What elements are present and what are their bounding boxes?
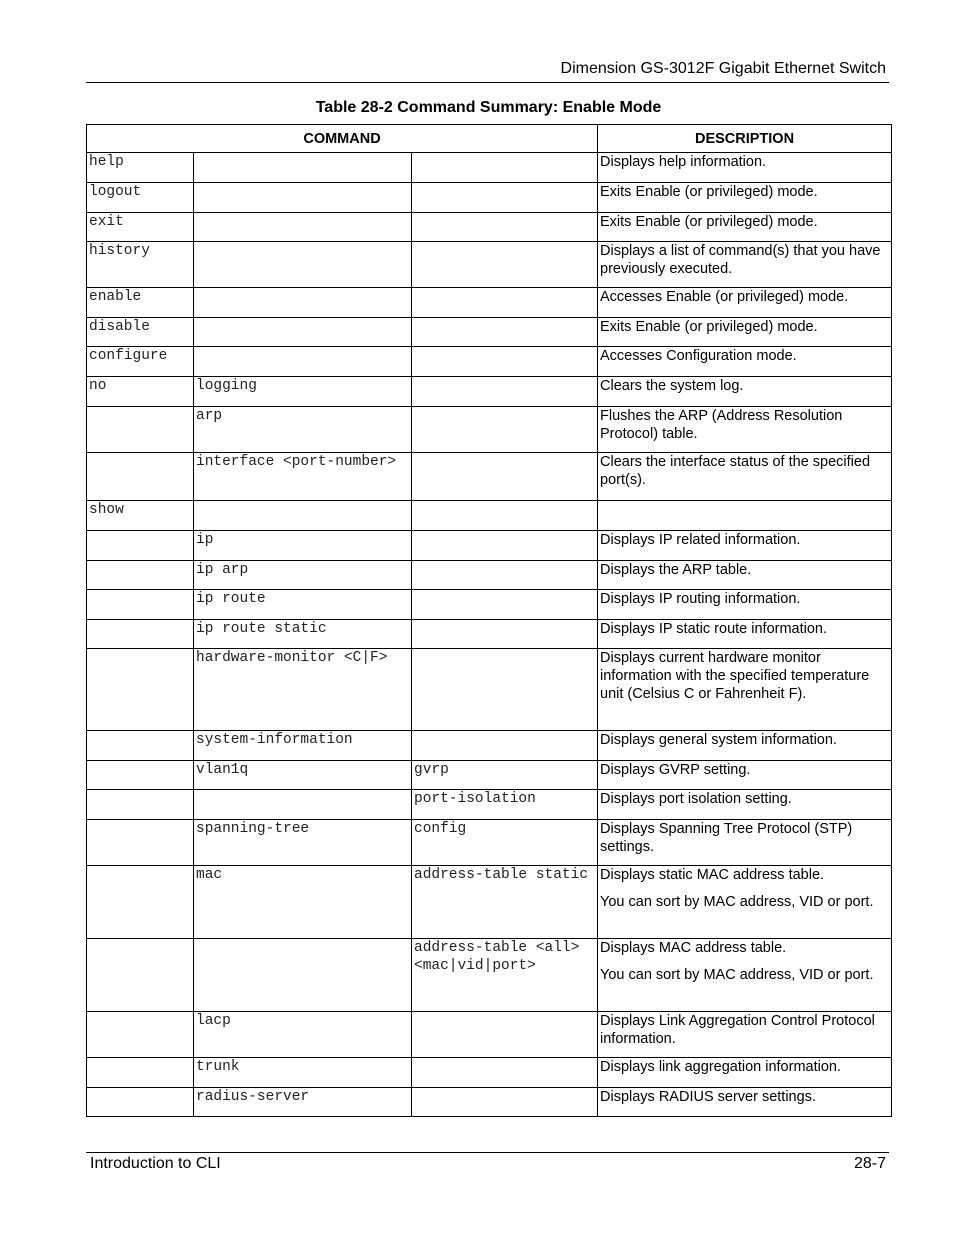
description-text: Displays MAC address table. <box>600 940 787 956</box>
option-cell <box>412 153 598 183</box>
option-cell: gvrp <box>412 761 598 790</box>
description-cell <box>598 347 892 377</box>
table-caption: Table 28-2 Command Summary: Enable Mode <box>315 99 662 116</box>
description-cell <box>598 288 892 318</box>
option-cell <box>412 377 598 407</box>
description-text: Displays current hardware monitor information with the specified temperature unit (Celsius C or Fahrenheit F). <box>600 650 870 702</box>
option-cell <box>412 620 598 649</box>
command-cell <box>87 1012 194 1058</box>
table-row <box>87 318 892 347</box>
subcommand-cell: ip <box>194 531 412 561</box>
option-cell <box>412 561 598 590</box>
description-text: Displays general system information. <box>600 732 837 748</box>
description-cell <box>598 561 892 590</box>
description-cell <box>598 620 892 649</box>
subcommand-cell <box>194 288 412 318</box>
table-row <box>87 288 892 318</box>
command-cell <box>87 561 194 590</box>
table-row <box>87 531 892 561</box>
table-row <box>87 1012 892 1058</box>
description-cell <box>598 318 892 347</box>
description-text: Displays link aggregation information. <box>600 1059 842 1075</box>
table-row <box>87 347 892 377</box>
command-cell <box>87 531 194 561</box>
table-row <box>87 1088 892 1117</box>
table-row <box>87 183 892 213</box>
option-cell <box>412 213 598 242</box>
description-cell <box>598 377 892 407</box>
description-text: Exits Enable (or privileged) mode. <box>600 319 818 335</box>
subcommand-cell: ip route <box>194 590 412 620</box>
table-row <box>87 761 892 790</box>
subcommand-cell: trunk <box>194 1058 412 1088</box>
option-cell <box>412 649 598 731</box>
command-cell <box>87 1058 194 1088</box>
command-cell: exit <box>87 213 194 242</box>
description-text: Displays GVRP setting. <box>600 762 751 778</box>
option-cell <box>412 183 598 213</box>
option-cell <box>412 347 598 377</box>
table-row <box>87 377 892 407</box>
subcommand-cell <box>194 183 412 213</box>
description-text: Clears the system log. <box>600 378 744 394</box>
description-cell <box>598 939 892 1012</box>
option-cell <box>412 531 598 561</box>
description-text: Displays a list of command(s) that you have previously executed. <box>600 243 881 277</box>
table-row <box>87 820 892 866</box>
description-cell <box>598 820 892 866</box>
table-row <box>87 620 892 649</box>
table-row <box>87 731 892 761</box>
option-cell <box>412 1012 598 1058</box>
command-cell <box>87 407 194 453</box>
description-cell <box>598 183 892 213</box>
subcommand-cell <box>194 501 412 531</box>
command-cell <box>87 939 194 1012</box>
command-cell: no <box>87 377 194 407</box>
description-text: Accesses Configuration mode. <box>600 348 797 364</box>
description-cell <box>598 790 892 820</box>
description-text: Flushes the ARP (Address Resolution Protocol) table. <box>600 408 843 442</box>
command-summary-table <box>86 124 892 1117</box>
subcommand-cell: spanning-tree <box>194 820 412 866</box>
description-text: Displays the ARP table. <box>600 562 752 578</box>
subcommand-cell: hardware-monitor <C|F> <box>194 649 412 731</box>
option-cell: address-table static <box>412 866 598 939</box>
table-row <box>87 213 892 242</box>
command-cell <box>87 866 194 939</box>
subcommand-cell: vlan1q <box>194 761 412 790</box>
table-row <box>87 453 892 501</box>
command-cell: history <box>87 242 194 288</box>
option-cell <box>412 242 598 288</box>
command-cell <box>87 453 194 501</box>
table-body <box>87 153 892 1117</box>
description-text: You can sort by MAC address, VID or port. <box>600 894 874 910</box>
description-cell <box>598 242 892 288</box>
description-cell <box>598 731 892 761</box>
subcommand-cell: logging <box>194 377 412 407</box>
running-header: Dimension GS-3012F Gigabit Ethernet Switch <box>560 60 886 77</box>
subcommand-cell <box>194 242 412 288</box>
description-cell <box>598 761 892 790</box>
description-cell <box>598 501 892 531</box>
option-cell <box>412 288 598 318</box>
description-cell <box>598 1012 892 1058</box>
description-cell <box>598 866 892 939</box>
table-row <box>87 407 892 453</box>
description-text: Displays static MAC address table. <box>600 867 825 883</box>
description-text: Displays help information. <box>600 154 767 170</box>
description-text: Displays IP related information. <box>600 532 801 548</box>
description-cell <box>598 213 892 242</box>
option-cell <box>412 1058 598 1088</box>
description-cell <box>598 407 892 453</box>
description-cell <box>598 531 892 561</box>
subcommand-cell <box>194 318 412 347</box>
option-cell <box>412 453 598 501</box>
description-text: Exits Enable (or privileged) mode. <box>600 214 818 230</box>
subcommand-cell: radius-server <box>194 1088 412 1117</box>
option-cell <box>412 731 598 761</box>
option-cell <box>412 501 598 531</box>
description-text: Accesses Enable (or privileged) mode. <box>600 289 849 305</box>
command-cell <box>87 1088 194 1117</box>
column-header-description: DESCRIPTION <box>598 125 892 153</box>
subcommand-cell <box>194 939 412 1012</box>
subcommand-cell: ip route static <box>194 620 412 649</box>
description-text: Displays IP routing information. <box>600 591 801 607</box>
description-text: Displays RADIUS server settings. <box>600 1089 816 1105</box>
description-cell <box>598 453 892 501</box>
table-row <box>87 561 892 590</box>
footer-rule <box>86 1152 889 1153</box>
option-cell <box>412 407 598 453</box>
description-cell <box>598 590 892 620</box>
footer-page-number: 28-7 <box>853 1155 886 1172</box>
footer-chapter: Introduction to CLI <box>90 1155 221 1172</box>
command-cell <box>87 590 194 620</box>
description-text: Exits Enable (or privileged) mode. <box>600 184 818 200</box>
option-cell <box>412 1088 598 1117</box>
subcommand-cell: mac <box>194 866 412 939</box>
description-text: Displays Link Aggregation Control Protocol information. <box>600 1013 875 1047</box>
column-header-command: COMMAND <box>87 125 598 153</box>
command-cell <box>87 649 194 731</box>
description-text: You can sort by MAC address, VID or port. <box>600 967 874 983</box>
command-cell: logout <box>87 183 194 213</box>
command-cell <box>87 620 194 649</box>
subcommand-cell <box>194 213 412 242</box>
table-row <box>87 790 892 820</box>
table-row <box>87 242 892 288</box>
description-text: Displays port isolation setting. <box>600 791 792 807</box>
table-row <box>87 649 892 731</box>
table-header-row <box>87 125 892 153</box>
description-cell <box>598 153 892 183</box>
command-cell <box>87 731 194 761</box>
option-cell: address-table <all> <mac|vid|port> <box>412 939 598 1012</box>
description-cell <box>598 1088 892 1117</box>
option-cell <box>412 590 598 620</box>
command-cell <box>87 761 194 790</box>
description-text: Displays IP static route information. <box>600 621 828 637</box>
subcommand-cell: system-information <box>194 731 412 761</box>
subcommand-cell <box>194 153 412 183</box>
description-cell <box>598 1058 892 1088</box>
option-cell: config <box>412 820 598 866</box>
description-text: Displays Spanning Tree Protocol (STP) settings. <box>600 821 853 855</box>
subcommand-cell <box>194 790 412 820</box>
subcommand-cell <box>194 347 412 377</box>
description-cell <box>598 649 892 731</box>
command-cell: help <box>87 153 194 183</box>
option-cell: port-isolation <box>412 790 598 820</box>
table-row <box>87 939 892 1012</box>
table-row <box>87 866 892 939</box>
header-rule <box>86 82 889 83</box>
table-row <box>87 1058 892 1088</box>
description-text: Clears the interface status of the specified port(s). <box>600 454 871 488</box>
subcommand-cell: interface <port-number> <box>194 453 412 501</box>
subcommand-cell: arp <box>194 407 412 453</box>
table-row <box>87 153 892 183</box>
command-cell <box>87 820 194 866</box>
command-cell <box>87 790 194 820</box>
table-row <box>87 590 892 620</box>
command-cell: show <box>87 501 194 531</box>
command-cell: disable <box>87 318 194 347</box>
subcommand-cell: lacp <box>194 1012 412 1058</box>
command-cell: configure <box>87 347 194 377</box>
option-cell <box>412 318 598 347</box>
command-cell: enable <box>87 288 194 318</box>
table-row <box>87 501 892 531</box>
subcommand-cell: ip arp <box>194 561 412 590</box>
